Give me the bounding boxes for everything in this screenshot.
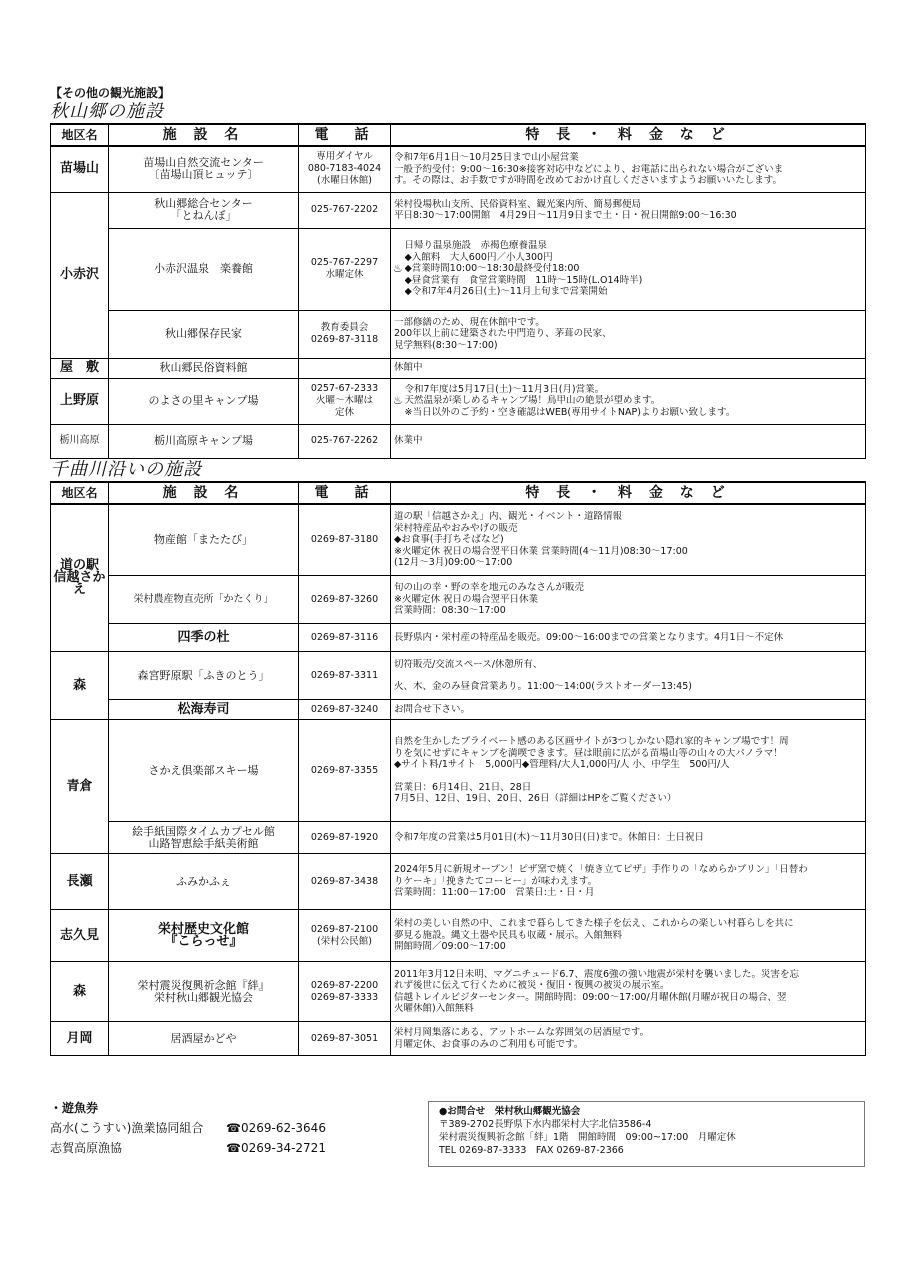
tel-cell: 0269-87-3260 [299,576,391,624]
facility-name: 苗場山自然交流センター [143,156,264,170]
info-line: 栄村役場秋山支所、民俗資料室、観光案内所、簡易郵便局 [394,198,642,210]
facility-name: 居酒屋かどや [109,1022,299,1056]
info-line: 火曜休館)入館無料 [394,1003,474,1014]
tel-line: 定休 [334,407,354,418]
info-cell [391,192,866,228]
info-line: 栄村の美しい自然の中、これまで暮らしてきた様子を伝え、これからの楽しい村暮らしを共に [394,918,794,930]
area-cell: 栃川高原 [51,424,109,458]
facility-name: 森宮野原駅「ふきのとう」 [109,652,299,700]
info-line: 道の駅「信越さかえ」内、観光・イベント・道路情報 [394,511,623,522]
info-cell [391,624,866,652]
header-area: 地区名 [51,482,109,504]
tel-cell [299,962,391,1022]
facility-name: 栄村歴史文化館 [157,921,249,937]
facility-subname: 〔苗場山頂ヒュッテ〕 [148,168,259,182]
header-facility: 施 設 名 [109,482,299,504]
facility-name: 松海寿司 [109,700,299,720]
facility-cell [109,822,299,854]
tel-cell: 0269-87-3180 [299,504,391,576]
info-line: ※当日以外のご予約・空き確認はWEB(専用サイトNAP)よりお願い致します。 [404,406,736,418]
contact-line: TEL 0269-87-3333 FAX 0269-87-2366 [439,1145,624,1156]
header-tel: 電 話 [299,482,391,504]
info-line: 自然を生かしたプライベート感のある区画サイトが3つしかない隠れ家的キャンプ場です！周 [394,736,789,748]
info-line: 切符販売/交流スペース/休憩所有、 [394,659,543,670]
info-cell [391,910,866,962]
section1-table [50,123,866,459]
facility-name: ふみかふぇ [109,854,299,910]
tel-line: 080-7183-4024 [307,163,382,175]
facility-name: 秋山郷総合センター [154,197,253,210]
table-row [51,624,866,652]
area-cell: 月岡 [51,1022,109,1056]
header-facility: 施 設 名 [109,124,299,146]
info-line: ※火曜定休 祝日の場合翌平日休業 営業時間(4～11月)08:30～17:00 [394,545,688,557]
info-cell [391,652,866,700]
fishing-title: ・遊魚券 [50,1101,99,1115]
facility-name: 四季の杜 [109,624,299,652]
fishing-item [50,1138,326,1158]
info-line: ◆昼食営業有 食堂営業時間 11時～15時(L.O14時半) [404,274,643,286]
table-row [51,358,866,378]
section2-header-row [51,482,866,504]
facility-name: 物産館「またたび」 [109,504,299,576]
info-line: りケーキ」「挽きたてコーヒー」が味わえます。 [394,875,598,887]
area-cell: 小赤沢 [51,192,109,358]
facility-cell [109,910,299,962]
fishing-tel: ☎0269-62-3646 [226,1121,326,1135]
area-cell [51,504,109,652]
facility-name: 栃川高原キャンプ場 [109,424,299,458]
area-cell: 志久見 [51,910,109,962]
tel-cell [299,910,391,962]
info-line: 月曜定休、お食事のみのご利用も可能です。 [394,1038,584,1050]
info-cell [391,720,866,822]
tel-cell: 0269-87-3355 [299,720,391,822]
tel-cell: 0269-87-3311 [299,652,391,700]
info-cell [391,504,866,576]
onsen-icon: ♨ [391,228,405,310]
tel-cell: 0269-87-3438 [299,854,391,910]
tel-line: 教育委員会 [320,322,369,333]
info-line: 7月5日、12日、19日、20日、26日（詳細はHPをご覧ください） [394,793,677,805]
info-line: 栄村特産品やおみやげの販売 [394,522,518,534]
info-line: 信越トレイルビジターセンター。開館時間：09:00～17:00/月曜休館(月曜が祝日の場合、翌 [394,991,787,1003]
area-line: 道の駅 [59,557,99,573]
info-cell [391,576,866,624]
tel-cell: 0269-87-3051 [299,1022,391,1056]
info-cell [391,854,866,910]
facility-subname: 「とねんぼ」 [170,209,237,222]
info-line: 火、木、金のみ昼食営業あり。11:00～14:00(ラストオーダー13:45) [394,680,692,692]
fishing-name: 高水(こうすい)漁業協同組合 [50,1121,204,1135]
page [50,85,865,1056]
section2-table [50,481,866,1057]
info-line: 令和7年度は5月17日(土)～11月3日(月)営業。 [404,383,605,395]
facility-name: 秋山郷民俗資料館 [109,358,299,378]
table-row [51,576,866,624]
tel-cell: 0269-87-3240 [299,700,391,720]
info-line: ◆サイト料/1サイト 5,000円◆管理料/大人1,000円/人 小、中学生 500円/人 [394,759,730,771]
section2-title: 千曲川沿いの施設 [50,458,202,480]
info-cell [405,378,866,424]
contact-box [428,1101,865,1167]
tel-line: 専用ダイヤル [316,151,373,163]
heading: 【その他の観光施設】 [50,86,171,100]
tel-line: 火曜～木曜は [315,395,373,406]
table-row [51,424,866,458]
info-line: ◆令和7年4月26日(土)～11月上旬まで営業開始 [404,286,608,298]
info-line: 夢見る施設。縄文土器や民具も収蔵・展示。入館無料 [394,929,623,941]
info-cell: 令和7年度の営業は5月01日(木)～11月30日(日)まで。休館日：土日祝日 [391,822,866,854]
info-line: 旬の山の幸・野の幸を地元のみなさんが販売 [394,582,585,594]
area-cell: 青倉 [51,720,109,854]
tel-line: 0269-87-3118 [310,334,379,345]
header-info: 特 長 ・ 料 金 な ど [391,124,866,146]
tel-line: 0269-87-3333 [310,991,379,1003]
facility-subname: 栄村秋山郷観光協会 [154,990,253,1004]
section1-title: 秋山郷の施設 [50,101,164,122]
info-line: れず後世に伝えて行くために被災・復旧・復興の被災の展示室。 [394,980,670,991]
onsen-icon: ♨ [391,378,405,424]
fishing-item [50,1118,326,1138]
info-line: 開館時間／09:00～17:00 [394,941,506,953]
facility-name: さかえ倶楽部スキー場 [109,720,299,822]
info-line: ※火曜定休 祝日の場合翌平日休業 [394,593,538,605]
facility-cell [109,192,299,228]
fishing-name: 志賀高原漁協 [50,1141,123,1155]
contact-title: ●お問合せ 栄村秋山郷観光協会 [439,1106,581,1117]
table-row [51,652,866,700]
info-line: 平日8:30～17:00開館 4月29日～11月9日まで土・日・祝日開館9:00～16:30 [394,210,737,221]
info-line: ◆営業時間10:00～18:30最終受付18:00 [404,263,580,275]
table-row [51,228,866,310]
info-cell [391,962,866,1022]
tel-line: 0269-87-2100 [310,923,379,935]
info-line: 長野県内・栄村産の特産品を販売。09:00～16:00までの営業となります。4月1日～不定休 [394,631,784,643]
info-line: 200年以上前に建築された中門造り、茅葺の民家、 [394,328,612,340]
header-area: 地区名 [51,124,109,146]
tel-line: (水曜日休館) [317,175,372,187]
contact-line: 〒389-2702長野県下水内郡栄村大字北信3586-4 [439,1119,652,1130]
area-cell: 上野原 [51,378,109,424]
table-row [51,192,866,228]
table-row [51,962,866,1022]
table-row [51,822,866,854]
tel-cell: 0269-87-3116 [299,624,391,652]
info-cell [391,146,866,192]
table-row [51,146,866,192]
facility-name: のよさの里キャンプ場 [109,378,299,424]
facility-cell [109,962,299,1022]
info-line: 天然温泉が楽しめるキャンプ場！鳥甲山の絶景が望めます。 [404,395,661,407]
table-row [51,378,866,424]
info-line: 営業時間：08:30～17:00 [394,605,506,617]
facility-cell [109,146,299,192]
tel-cell: 0269-87-1920 [299,822,391,854]
info-line: 令和7年6月1日～10月25日まで山小屋営業 [394,152,579,163]
table-row [51,700,866,720]
info-line: ◆お食事(手打ちそばなど) [394,534,504,545]
info-cell [405,228,866,310]
facility-name: 絵手紙国際タイムカプセル館 [132,824,275,838]
facility-name: 秋山郷保存民家 [109,310,299,358]
info-line: りを気にせずにキャンプを満喫できます。昼は眼前に広がる苗場山等の山々の大パノラマ！ [394,747,783,759]
tel-cell [299,378,391,424]
tel-cell [299,228,391,310]
table-row [51,504,866,576]
info-line: 一部修繕のため、現在休館中です。 [394,316,545,328]
facility-subname: 『こらっせ』 [164,933,243,949]
tel-line: (栄村公民館) [317,935,372,947]
area-line: 信越さか [53,569,106,585]
tel-cell [299,146,391,192]
fishing-tel: ☎0269-34-2721 [226,1141,326,1155]
info-line: 営業時間：11:00－17:00 営業日:土・日・月 [394,887,595,899]
tel-cell [299,358,391,378]
section1-header-row [51,124,866,146]
info-line: (12月～3月)09:00～17:00 [394,557,513,568]
info-cell: 休館中 [391,358,866,378]
info-cell [391,1022,866,1056]
info-line: 2011年3月12日未明、マグニチュード6.7、震度6強の強い地震が栄村を襲いました。災害を忘 [394,968,799,980]
facility-name: 栄村震災復興祈念館『絆』 [137,978,270,992]
facility-name: 小赤沢温泉 楽養館 [109,228,299,310]
area-cell: 長瀬 [51,854,109,910]
tel-line: 025-767-2297 [310,257,379,268]
area-cell: 苗場山 [51,146,109,192]
tel-line: 水曜定休 [325,269,364,280]
header-info: 特 長 ・ 料 金 な ど [391,482,866,504]
table-row [51,1022,866,1056]
facility-subname: 山路智恵絵手紙美術館 [148,836,259,850]
info-cell: お問合せ下さい。 [391,700,866,720]
info-line: 一般予約受付：9:00～16:30※接客対応中などにより、お電話に出られない場合がございま [394,163,784,175]
header-tel: 電 話 [299,124,391,146]
info-line: 栄村月岡集落にある、アットホームな雰囲気の居酒屋です。 [394,1027,650,1038]
info-cell: 休業中 [391,424,866,458]
area-cell: 屋 敷 [51,358,109,378]
table-row [51,910,866,962]
info-line [394,771,862,782]
area-cell: 森 [51,652,109,720]
info-line: す。その際は、お手数ですが時間を改めておかけ直しくださいますようお願いいたします。 [394,175,782,186]
info-line: 営業日：6月14日、21日、28日 [394,781,532,793]
table-row [51,854,866,910]
info-line: 日帰り温泉施設 赤褐色療養温泉 [404,240,548,252]
info-line: ◆入館料 大人600円／小人300円 [404,251,553,263]
info-cell [391,310,866,358]
info-line: 見学無料(8:30～17:00) [394,339,498,351]
tel-cell: 025-767-2202 [299,192,391,228]
area-cell: 森 [51,962,109,1022]
tel-line: 0269-87-2200 [310,979,379,991]
table-row [51,310,866,358]
info-line: 2024年5月に新規オープン！ピザ窯で焼く「焼き立てピザ」手作りの「なめらかプリン」「日替わ [394,864,808,876]
tel-cell [299,310,391,358]
fishing-ticket-section [50,1098,326,1158]
tel-line: 0257-67-2333 [310,383,379,394]
facility-name: 栄村農産物直売所「かたくり」 [109,576,299,624]
contact-line: 栄村震災復興祈念館「絆」1階 開館時間 09:00~17:00 月曜定休 [439,1132,736,1143]
tel-cell: 025-767-2262 [299,424,391,458]
area-line: え [72,581,86,597]
table-row [51,720,866,822]
